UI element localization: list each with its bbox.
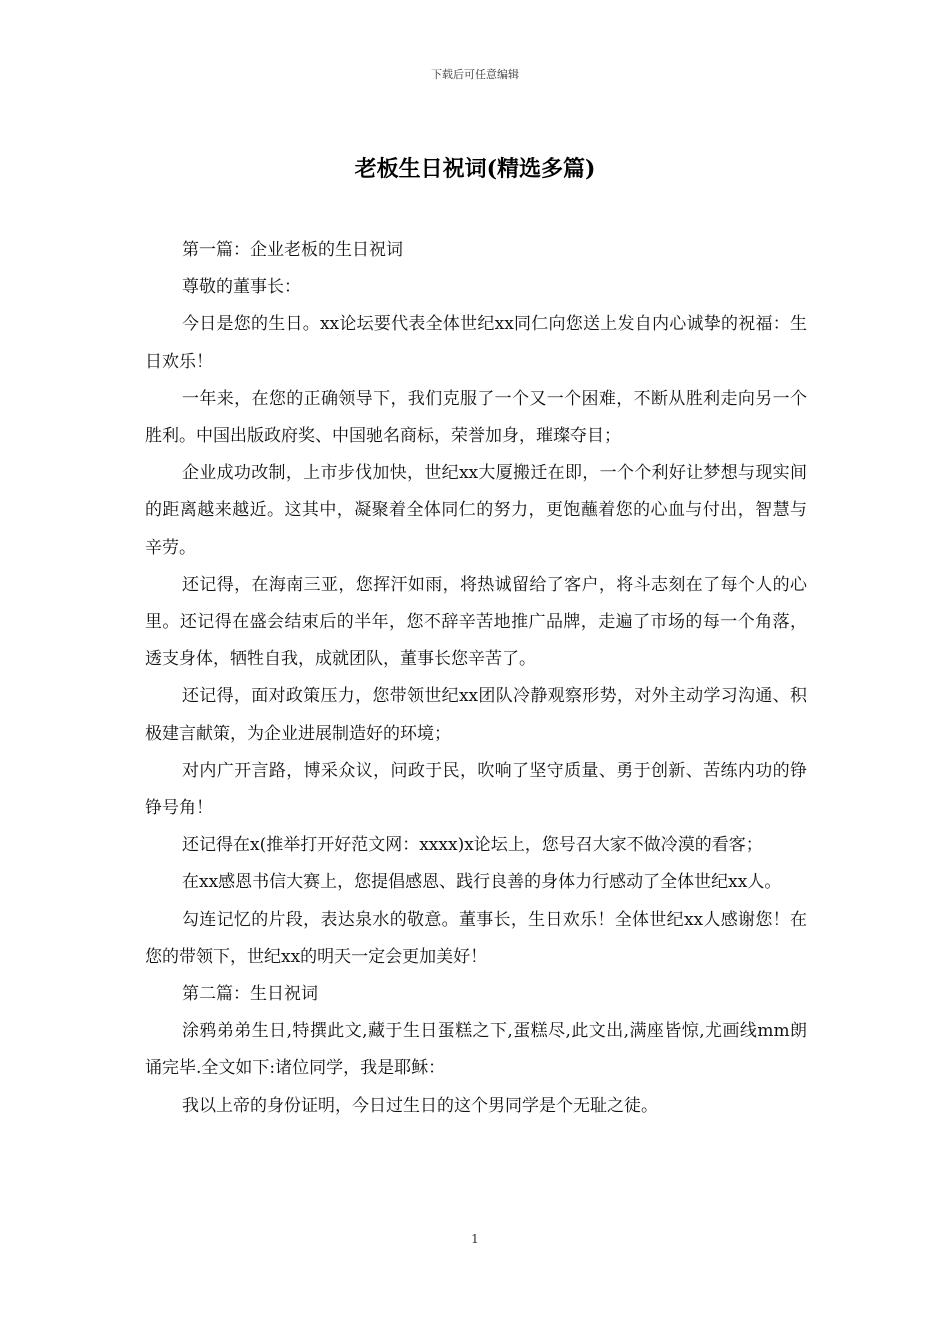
document-title: 老板生日祝词(精选多篇) bbox=[354, 156, 596, 182]
paragraph: 一年来，在您的正确领导下，我们克服了一个又一个困难，不断从胜利走向另一个胜利。中国出版政府奖、中国驰名商标，荣誉加身，璀璨夺目； bbox=[145, 388, 807, 447]
paragraph: 我以上帝的身份证明，今日过生日的这个男同学是个无耻之徒。 bbox=[182, 1095, 658, 1116]
paragraph: 还记得，在海南三亚，您挥汗如雨，将热诚留给了客户，将斗志刻在了每个人的心里。还记得在盛会结束后的半年，您不辞辛苦地推广品牌，走遍了市场的每一个角落，透支身体，牺牲自我，成就团队，董事长您辛苦了。 bbox=[145, 574, 807, 670]
salutation: 尊敬的董事长： bbox=[182, 277, 301, 298]
paragraph: 在xx感恩书信大赛上，您提倡感恩、践行良善的身体力行感动了全体世纪xx人。 bbox=[182, 872, 782, 893]
section-heading-2: 第二篇：生日祝词 bbox=[182, 984, 318, 1005]
paragraph: 今日是您的生日。xx论坛要代表全体世纪xx同仁向您送上发自内心诚挚的祝福：生日欢乐！ bbox=[145, 314, 807, 372]
paragraph: 涂鸦弟弟生日,特撰此文,藏于生日蛋糕之下,蛋糕尽,此文出,满座皆惊,尤画线mm朗诵完毕.全文如下:诸位同学，我是耶稣： bbox=[145, 1021, 807, 1079]
page-number: 1 bbox=[471, 1232, 479, 1246]
paragraph: 企业成功改制，上市步伐加快，世纪xx大厦搬迁在即，一个个利好让梦想与现实间的距离越来越近。这其中，凝聚着全体同仁的努力，更饱蘸着您的心血与付出，智慧与辛劳。 bbox=[145, 463, 807, 558]
paragraph: 还记得在x(推举打开好范文网：xxxx)x论坛上，您号召大家不做冷漠的看客； bbox=[182, 835, 763, 856]
paragraph: 对内广开言路，博采众议，问政于民，吹响了坚守质量、勇于创新、苦练内功的铮铮号角！ bbox=[145, 760, 807, 819]
document-body bbox=[145, 232, 807, 1125]
section-heading-1: 第一篇：企业老板的生日祝词 bbox=[182, 240, 403, 260]
paragraph: 勾连记忆的片段，表达泉水的敬意。董事长，生日欢乐！全体世纪xx人感谢您！在您的带领下，世纪xx的明天一定会更加美好！ bbox=[145, 909, 807, 967]
paragraph: 还记得，面对政策压力，您带领世纪xx团队冷静观察形势，对外主动学习沟通、积极建言献策，为企业进展制造好的环境； bbox=[145, 686, 807, 744]
header-note: 下载后可任意编辑 bbox=[431, 68, 519, 81]
